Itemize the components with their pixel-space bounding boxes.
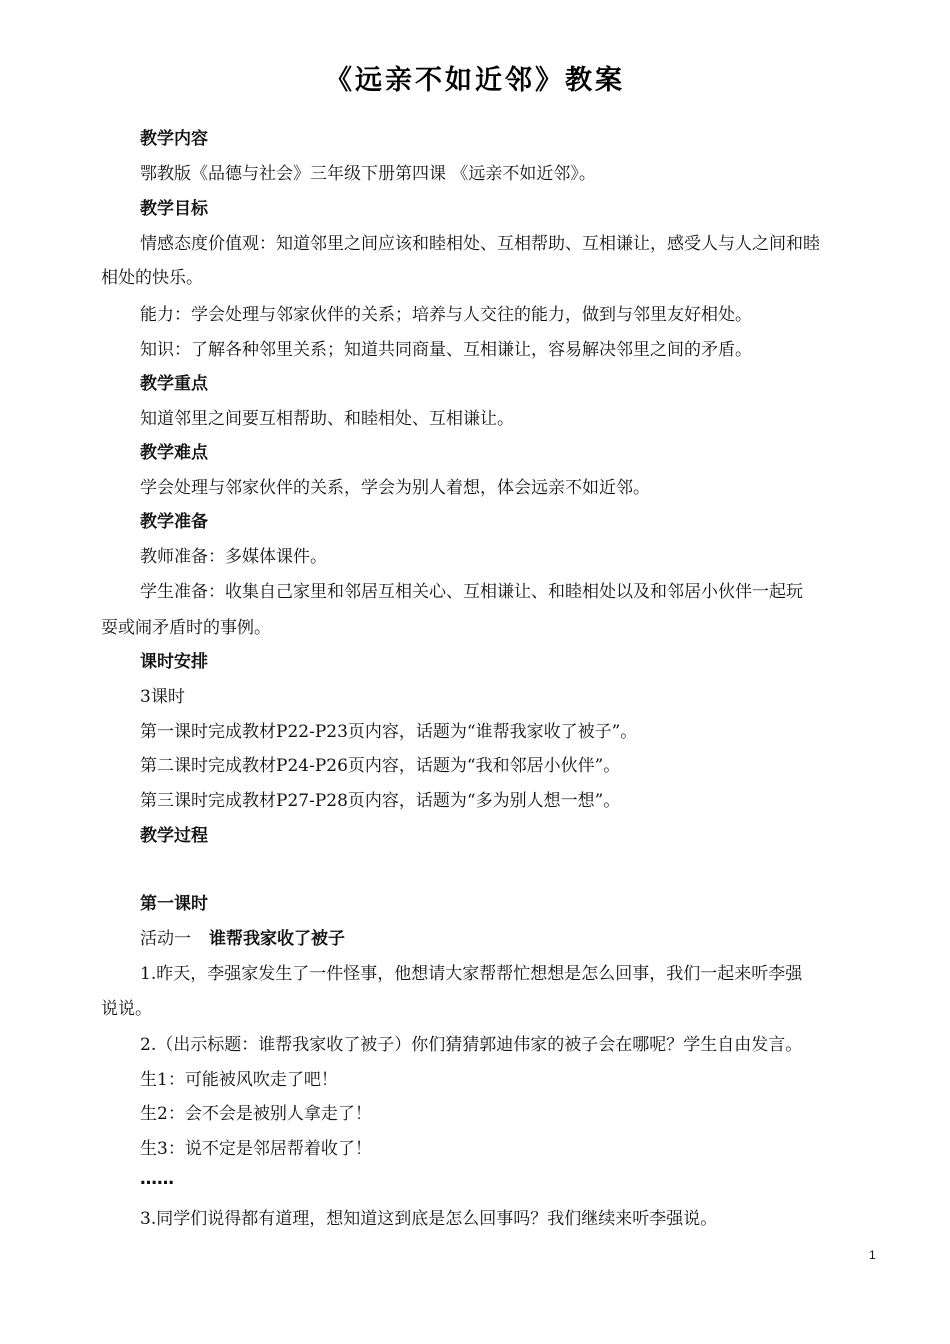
heading-difficult-points: 教学难点 bbox=[140, 443, 208, 463]
text-line: 2.（出示标题：谁帮我家收了被子）你们猜猜郭迪伟家的被子会在哪呢？学生自由发言。 bbox=[140, 1035, 803, 1055]
text-line: 说说。 bbox=[101, 999, 152, 1019]
heading-teaching-process: 教学过程 bbox=[140, 826, 208, 846]
activity-label: 活动一 bbox=[140, 929, 191, 949]
text-line: 第二课时完成教材P24-P26页内容，话题为“我和邻居小伙伴”。 bbox=[140, 756, 621, 776]
text-line: 能力：学会处理与邻家伙伴的关系；培养与人交往的能力，做到与邻里友好相处。 bbox=[140, 305, 752, 325]
text-line: 教师准备：多媒体课件。 bbox=[140, 547, 327, 567]
text-line: 知道邻里之间要互相帮助、和睦相处、互相谦让。 bbox=[140, 409, 514, 429]
page-number: 1 bbox=[869, 1248, 876, 1262]
text-line: 生3：说不定是邻居帮着收了！ bbox=[140, 1139, 372, 1159]
text-line: 第三课时完成教材P27-P28页内容，话题为“多为别人想一想”。 bbox=[140, 791, 621, 811]
document-title: 《远亲不如近邻》教案 bbox=[325, 65, 625, 96]
text-line: 3.同学们说得都有道理，想知道这到底是怎么回事吗？我们继续来听李强说。 bbox=[140, 1209, 718, 1229]
text-line: 鄂教版《品德与社会》三年级下册第四课 《远亲不如近邻》。 bbox=[140, 164, 596, 184]
text-line: 1.昨天，李强家发生了一件怪事，他想请大家帮帮忙想想是怎么回事，我们一起来听李强 bbox=[140, 964, 803, 984]
text-line: 生1：可能被风吹走了吧！ bbox=[140, 1070, 338, 1090]
ellipsis: …… bbox=[140, 1169, 174, 1189]
heading-teaching-content: 教学内容 bbox=[140, 129, 208, 149]
text-line: 学会处理与邻家伙伴的关系，学会为别人着想，体会远亲不如近邻。 bbox=[140, 478, 650, 498]
text-line: 知识：了解各种邻里关系；知道共同商量、互相谦让，容易解决邻里之间的矛盾。 bbox=[140, 340, 752, 360]
heading-key-points: 教学重点 bbox=[140, 374, 208, 394]
heading-first-lesson: 第一课时 bbox=[140, 894, 208, 914]
activity-heading bbox=[140, 928, 345, 950]
text-line: 学生准备：收集自己家里和邻居互相关心、互相谦让、和睦相处以及和邻居小伙伴一起玩 bbox=[140, 582, 803, 602]
text-line: 耍或闹矛盾时的事例。 bbox=[101, 618, 271, 638]
text-line: 情感态度价值观：知道邻里之间应该和睦相处、互相帮助、互相谦让，感受人与人之间和睦 bbox=[140, 234, 820, 254]
text-line: 第一课时完成教材P22-P23页内容，话题为“谁帮我家收了被子”。 bbox=[140, 722, 638, 742]
text-line: 相处的快乐。 bbox=[101, 268, 203, 288]
text-line: 3课时 bbox=[140, 687, 185, 707]
heading-preparation: 教学准备 bbox=[140, 512, 208, 532]
text-line: 生2：会不会是被别人拿走了！ bbox=[140, 1104, 372, 1124]
activity-title: 谁帮我家收了被子 bbox=[209, 929, 345, 949]
heading-teaching-goals: 教学目标 bbox=[140, 199, 208, 219]
heading-schedule: 课时安排 bbox=[140, 652, 208, 672]
